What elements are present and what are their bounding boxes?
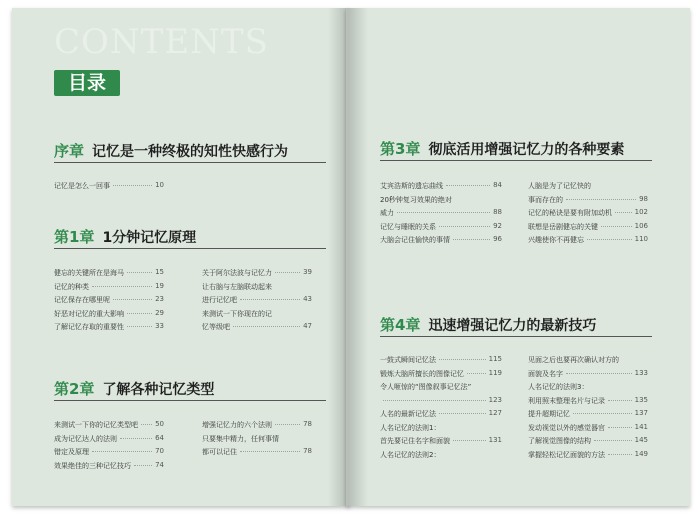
contents-watermark: CONTENTS: [54, 22, 269, 62]
toc-entry: [54, 282, 164, 292]
toc-entry-page: 10: [155, 181, 164, 189]
toc-entry-title: 忆等级吧: [202, 323, 230, 331]
toc-entry-page: 33: [155, 322, 164, 330]
leader-dots: [615, 212, 632, 213]
toc-entry-page: 15: [155, 268, 164, 276]
toc-entry-page: 145: [634, 436, 648, 444]
toc-entry-page: 50: [155, 420, 164, 428]
toc-entry-title: 人名记忆的法则2：: [380, 450, 441, 459]
toc-entry: [528, 450, 648, 460]
toc-entry-page: 119: [488, 368, 502, 377]
toc-entry-page: 64: [155, 433, 164, 442]
chapter-heading-3: [380, 138, 624, 159]
chapter-rule: [380, 160, 652, 161]
leader-dots: [141, 424, 152, 425]
toc-entry-title: 人脑是为了记忆快的: [528, 182, 591, 190]
toc-entry: [380, 195, 502, 205]
leader-dots: [134, 465, 152, 466]
chapter-title: 了解各种记忆类型: [102, 382, 215, 398]
toc-entry: [380, 450, 502, 460]
toc-entry: [528, 369, 648, 379]
toc-entry: [54, 447, 164, 457]
toc-entry: [202, 322, 312, 332]
toc-entry-title: 提升超期记忆: [528, 410, 570, 418]
toc-entry-page: 98: [639, 194, 648, 203]
toc-entry: [54, 295, 164, 305]
toc-entry-page: 70: [155, 447, 164, 455]
leader-dots: [275, 424, 300, 425]
toc-entry-title: 一鼓式瞬间记忆法: [380, 356, 436, 364]
toc-entry-page: 110: [634, 235, 648, 243]
toc-entry: [202, 447, 312, 457]
chapter-rule: [54, 162, 326, 163]
chapter-title: 迅速增强记忆力的最新技巧: [428, 318, 597, 334]
leader-dots: [446, 185, 490, 186]
toc-entry: [528, 423, 648, 433]
toc-heading: 目录: [54, 70, 120, 96]
toc-entry: [202, 420, 312, 430]
toc-entry-page: 106: [634, 221, 648, 230]
book-gutter: [328, 8, 368, 506]
toc-entry: [54, 420, 164, 430]
toc-entry: [54, 268, 164, 278]
toc-entry: [380, 382, 502, 392]
leader-dots: [120, 438, 152, 439]
toc-entry: [528, 382, 648, 392]
leader-dots: [92, 451, 152, 452]
leader-dots: [573, 413, 632, 414]
toc-entry: [202, 282, 312, 292]
toc-entry-title: 只要集中精力，任何事情: [202, 434, 279, 443]
toc-entry-title: 关于阿尔法波与记忆力: [202, 269, 272, 277]
toc-entry-title: 记忆是怎么一回事: [54, 182, 110, 190]
toc-entry: [380, 423, 502, 433]
toc-entry-title: 掌握轻松记忆面貌的方法: [528, 450, 605, 459]
toc-entry-title: 记忆与睡眠的关系: [380, 222, 436, 231]
toc-entry: [54, 434, 164, 444]
toc-entry: [528, 235, 648, 245]
toc-entry-title: 20秒钟复习效果的绝对: [380, 195, 452, 204]
leader-dots: [113, 185, 152, 186]
toc-entry-title: 健忘的关键所在是海马: [54, 269, 124, 277]
leader-dots: [566, 199, 636, 200]
chapter-heading-2: [54, 378, 214, 399]
chapter-title: 1分钟记忆原理: [102, 230, 197, 246]
toc-entry-title: 增强记忆力的六个法则: [202, 421, 272, 429]
toc-entry-title: 艾宾浩斯的遗忘曲线: [380, 182, 443, 190]
leader-dots: [587, 239, 632, 240]
toc-entry-title: 联想是岳剧健忘的关键: [528, 222, 598, 231]
toc-entry-title: 兴趣使你不再健忘: [528, 236, 584, 244]
toc-entry-page: 127: [488, 409, 502, 417]
toc-entry: [54, 322, 164, 332]
toc-entry-title: 成为记忆达人的法则: [54, 434, 117, 443]
toc-entry-title: 发动视觉以外的感觉器官: [528, 423, 605, 432]
toc-entry-title: 面貌及名字: [528, 369, 563, 378]
toc-entry-title: 都可以记住: [202, 448, 237, 456]
leader-dots: [397, 212, 490, 213]
leader-dots: [566, 373, 632, 374]
toc-entry: [528, 208, 648, 218]
chapter-title: 记忆是一种终极的知性快感行为: [92, 144, 289, 160]
leader-dots: [439, 359, 486, 360]
toc-entry-page: 74: [155, 460, 164, 469]
leader-dots: [608, 454, 632, 455]
toc-entry: [380, 208, 502, 218]
leader-dots: [453, 239, 490, 240]
toc-entry: [380, 355, 502, 365]
toc-entry-page: 23: [155, 295, 164, 303]
leader-dots: [92, 286, 152, 287]
toc-entry-title: 进行记忆吧: [202, 296, 237, 304]
toc-entry-title: 了解记忆存取的重要性: [54, 323, 124, 331]
leader-dots: [383, 400, 486, 401]
toc-entry-title: 锻炼大脑所擅长的图像记忆: [380, 369, 464, 378]
chapter-rule: [54, 400, 326, 401]
toc-entry: [380, 181, 502, 191]
open-book: [2, 0, 698, 512]
toc-entry-title: 人名记忆的法则1：: [380, 423, 441, 432]
toc-entry: [528, 409, 648, 419]
toc-entry-title: 好恶对记忆的重大影响: [54, 309, 124, 318]
toc-entry-title: 利用照末整理名片与记录: [528, 396, 605, 405]
toc-entry-title: 人名记忆的法则3：: [528, 383, 589, 391]
toc-entry-page: 135: [634, 395, 648, 404]
toc-entry: [54, 461, 164, 471]
toc-entry-title: 大脑会记住愉快的事情: [380, 236, 450, 244]
toc-entry-title: 效果绝佳的三种记忆技巧: [54, 461, 131, 470]
toc-entry-page: 39: [303, 268, 312, 276]
leader-dots: [113, 299, 152, 300]
leader-dots: [594, 440, 632, 441]
toc-entry: [202, 295, 312, 305]
chapter-heading-4: [380, 314, 596, 335]
toc-entry-title: 令人咂惊的“图像叙事记忆法”: [380, 383, 472, 391]
toc-entry-title: 错定及原理: [54, 448, 89, 456]
chapter-number: 第2章: [54, 380, 95, 398]
toc-entry-page: 47: [303, 322, 312, 330]
toc-entry: [54, 181, 164, 191]
toc-entry: [202, 309, 312, 319]
toc-entry: [380, 436, 502, 446]
leader-dots: [608, 427, 632, 428]
chapter-number: 第1章: [54, 228, 95, 246]
toc-entry-page: 133: [634, 368, 648, 377]
toc-entry-title: 记忆保存在哪里呢: [54, 296, 110, 304]
toc-entry-page: 19: [155, 281, 164, 290]
toc-entry: [380, 235, 502, 245]
chapter-number: 序章: [54, 142, 85, 160]
toc-entry: [528, 181, 648, 191]
chapter-rule: [380, 336, 652, 337]
chapter-heading-prologue: [54, 140, 288, 161]
toc-entry-title: 记忆的种类: [54, 282, 89, 291]
leader-dots: [240, 299, 300, 300]
toc-entry: [528, 436, 648, 446]
chapter-number: 第4章: [380, 316, 421, 334]
toc-entry-title: 见面之后也要再次确认对方的: [528, 356, 619, 364]
leader-dots: [275, 272, 300, 273]
toc-entry-page: 149: [634, 449, 648, 458]
leader-dots: [439, 413, 486, 414]
leader-dots: [467, 373, 486, 374]
toc-entry-page: 84: [493, 181, 502, 189]
toc-entry-page: 96: [493, 235, 502, 243]
toc-entry: [528, 195, 648, 205]
toc-entry-page: 78: [303, 420, 312, 428]
toc-entry: [202, 434, 312, 444]
toc-entry-title: 来测试一下你现在的记: [202, 309, 272, 318]
toc-entry-page: 92: [493, 221, 502, 230]
toc-entry: [380, 409, 502, 419]
toc-entry: [380, 222, 502, 232]
toc-entry-page: 137: [634, 409, 648, 417]
leader-dots: [240, 451, 300, 452]
leader-dots: [233, 326, 300, 327]
toc-entry-title: 威力: [380, 209, 394, 217]
toc-entry: [380, 369, 502, 379]
leader-dots: [439, 226, 490, 227]
toc-entry-title: 人名的最新记忆法: [380, 410, 436, 418]
leader-dots: [601, 226, 632, 227]
toc-entry-page: 29: [155, 308, 164, 317]
toc-entry-title: 让右脑与左脑联动起来: [202, 282, 272, 291]
toc-entry-page: 141: [634, 422, 648, 431]
toc-entry: [54, 309, 164, 319]
leader-dots: [127, 313, 152, 314]
chapter-title: 彻底活用增强记忆力的各种要素: [428, 142, 625, 158]
toc-entry-page: 123: [488, 395, 502, 404]
chapter-rule: [54, 248, 326, 249]
toc-entry: [528, 355, 648, 365]
toc-entry-title: 记忆的秘诀是要有附加动机: [528, 209, 612, 217]
chapter-heading-1: [54, 226, 196, 247]
toc-entry: [528, 222, 648, 232]
leader-dots: [127, 326, 152, 327]
leader-dots: [453, 440, 486, 441]
toc-entry-page: 78: [303, 447, 312, 455]
leader-dots: [127, 272, 152, 273]
leader-dots: [608, 400, 632, 401]
toc-entry-title: 了解视觉图像的结构: [528, 437, 591, 445]
chapter-number: 第3章: [380, 140, 421, 158]
toc-entry-title: 来测试一下你的记忆类型吧: [54, 421, 138, 429]
toc-entry-page: 115: [488, 355, 502, 363]
toc-entry-page: 43: [303, 295, 312, 303]
toc-entry-title: 首先要记住名字和面貌: [380, 437, 450, 445]
toc-entry-page: 88: [493, 208, 502, 216]
toc-entry-page: 131: [488, 436, 502, 444]
toc-entry-page: 102: [634, 208, 648, 216]
toc-entry: [202, 268, 312, 278]
toc-entry-title: 事而存在的: [528, 195, 563, 204]
toc-entry: [528, 396, 648, 406]
